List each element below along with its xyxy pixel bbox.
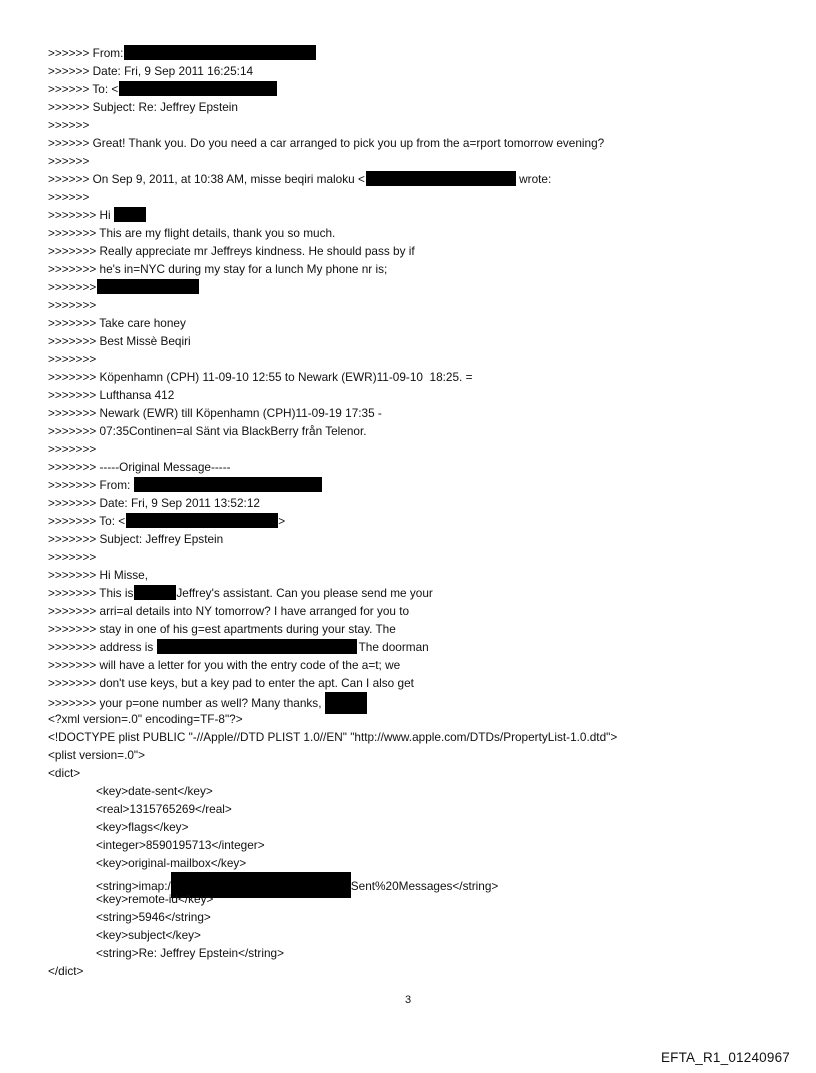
text-line	[48, 818, 788, 836]
text-line	[48, 620, 788, 638]
text-line	[48, 512, 788, 530]
line-text: >>>>>>> Date: Fri, 9 Sep 2011 13:52:12	[48, 496, 260, 510]
line-text: <plist version=.0">	[48, 748, 145, 762]
redaction-box	[119, 81, 277, 96]
text-line	[48, 44, 788, 62]
text-line	[48, 602, 788, 620]
text-line	[48, 548, 788, 566]
text-line	[48, 422, 788, 440]
line-text: <string>imap:/	[96, 879, 171, 893]
text-line	[48, 206, 788, 224]
line-text: Jeffrey's assistant. Can you please send me your	[176, 586, 433, 600]
text-line	[48, 836, 788, 854]
text-line	[48, 98, 788, 116]
text-line	[48, 62, 788, 80]
line-text: wrote:	[519, 172, 552, 186]
line-text: >>>>>>> Köpenhamn (CPH) 11-09-10 12:55 to Newark (EWR)11-09-10 18:25. =	[48, 370, 473, 384]
page-number: 3	[404, 994, 412, 1006]
line-text: >>>>>>> address is	[48, 640, 154, 654]
text-line	[48, 746, 788, 764]
text-line	[48, 872, 788, 893]
line-text: >>>>>>>	[48, 280, 97, 294]
text-line	[48, 134, 788, 152]
text-line	[48, 440, 788, 458]
line-text: >>>>>> To: <	[48, 82, 119, 96]
line-text: <real>1315765269</real>	[96, 802, 232, 816]
text-line	[48, 350, 788, 368]
text-line	[48, 692, 788, 710]
line-text: >>>>>> Great! Thank you. Do you need a car arranged to pick you up from the a=rport tomorrow evening?	[48, 136, 605, 150]
text-line	[48, 278, 788, 296]
text-line	[48, 584, 788, 602]
line-text: >>>>>>> 07:35Continen=al Sänt via BlackBerry från Telenor.	[48, 424, 367, 438]
line-text: <!DOCTYPE plist PUBLIC "-//Apple//DTD PLIST 1.0//EN" "http://www.apple.com/DTDs/PropertyList-1.0.dtd">	[48, 730, 618, 744]
text-line	[48, 782, 788, 800]
redaction-box	[134, 585, 176, 600]
text-line	[48, 476, 788, 494]
text-line	[48, 170, 788, 188]
line-text: >>>>>>> Hi Misse,	[48, 568, 149, 582]
line-text: </dict>	[48, 964, 84, 978]
text-line	[48, 80, 788, 98]
text-line	[48, 854, 788, 872]
line-text: >>>>>>> From:	[48, 478, 131, 492]
text-line	[48, 368, 788, 386]
text-line	[48, 710, 788, 728]
text-line	[48, 656, 788, 674]
line-text: >>>>>>> Really appreciate mr Jeffreys kindness. He should pass by if	[48, 244, 415, 258]
redaction-box	[124, 45, 316, 60]
line-text: The doorman	[358, 640, 429, 654]
line-text: >>>>>>> This is	[48, 586, 134, 600]
line-text: Sent%20Messages</string>	[350, 879, 499, 893]
document-id: EFTA_R1_01240967	[660, 1050, 790, 1065]
text-line	[48, 188, 788, 206]
text-line	[48, 332, 788, 350]
line-text: >>>>>> From:	[48, 46, 124, 60]
line-text: >>>>>> On Sep 9, 2011, at 10:38 AM, misse beqiri maloku <	[48, 172, 365, 186]
text-line	[48, 728, 788, 746]
line-text: <string>5946</string>	[96, 910, 211, 924]
line-text: >>>>>>	[48, 118, 90, 132]
text-line	[48, 224, 788, 242]
text-line	[48, 926, 788, 944]
text-line	[48, 260, 788, 278]
line-text: >>>>>>> Lufthansa 412	[48, 388, 175, 402]
line-text: <dict>	[48, 766, 81, 780]
line-text: <key>original-mailbox</key>	[96, 856, 247, 870]
line-text: >>>>>>> This are my flight details, thank you so much.	[48, 226, 336, 240]
redaction-box	[134, 477, 322, 492]
text-line	[48, 314, 788, 332]
redaction-box	[366, 171, 516, 186]
line-text: >>>>>>>	[48, 442, 97, 456]
text-line	[48, 944, 788, 962]
line-text: >>>>>>> Best Missè Beqiri	[48, 334, 191, 348]
line-text: >>>>>> Date: Fri, 9 Sep 2011 16:25:14	[48, 64, 254, 78]
text-line	[48, 458, 788, 476]
text-line	[48, 566, 788, 584]
line-text: >>>>>>> don't use keys, but a key pad to enter the apt. Can I also get	[48, 676, 414, 690]
text-line	[48, 638, 788, 656]
line-text: >>>>>>> will have a letter for you with the entry code of the a=t; we	[48, 658, 401, 672]
redaction-box	[126, 513, 278, 528]
line-text: >>>>>>> your p=one number as well? Many thanks,	[48, 696, 322, 710]
text-line	[48, 962, 788, 980]
text-line	[48, 296, 788, 314]
text-line	[48, 152, 788, 170]
line-text: >>>>>>>	[48, 298, 97, 312]
text-line	[48, 890, 788, 908]
line-text: >>>>>>> arri=al details into NY tomorrow? I have arranged for you to	[48, 604, 410, 618]
line-text: <key>subject</key>	[96, 928, 201, 942]
redaction-box	[97, 279, 199, 294]
text-line	[48, 800, 788, 818]
line-text: <key>remote-id</key>	[96, 892, 214, 906]
text-line	[48, 242, 788, 260]
text-line	[48, 530, 788, 548]
line-text: >>>>>>> Newark (EWR) till Köpenhamn (CPH)11-09-19 17:35 -	[48, 406, 382, 420]
line-text: >>>>>>>	[48, 352, 97, 366]
text-line	[48, 386, 788, 404]
line-text: >>>>>>	[48, 154, 90, 168]
line-text: <string>Re: Jeffrey Epstein</string>	[96, 946, 284, 960]
text-line	[48, 404, 788, 422]
line-text: >>>>>>>	[48, 550, 97, 564]
text-line	[48, 908, 788, 926]
line-text: >	[278, 514, 286, 528]
text-line	[48, 494, 788, 512]
text-line	[48, 674, 788, 692]
line-text: >>>>>>	[48, 190, 90, 204]
line-text: >>>>>> Subject: Re: Jeffrey Epstein	[48, 100, 238, 114]
line-text: >>>>>>> Subject: Jeffrey Epstein	[48, 532, 224, 546]
line-text: >>>>>>> Take care honey	[48, 316, 186, 330]
redaction-box	[114, 207, 146, 222]
line-text: <integer>8590195713</integer>	[96, 838, 265, 852]
email-document	[48, 44, 788, 980]
redaction-box	[157, 639, 357, 654]
text-line	[48, 764, 788, 782]
line-text: <key>flags</key>	[96, 820, 189, 834]
line-text: >>>>>>> To: <	[48, 514, 126, 528]
line-text: <?xml version=.0" encoding=TF-8"?>	[48, 712, 243, 726]
line-text: <key>date-sent</key>	[96, 784, 213, 798]
line-text: >>>>>>> he's in=NYC during my stay for a lunch My phone nr is;	[48, 262, 388, 276]
line-text: >>>>>>> stay in one of his g=est apartments during your stay. The	[48, 622, 396, 636]
line-text: >>>>>>> -----Original Message-----	[48, 460, 231, 474]
text-line	[48, 116, 788, 134]
line-text: >>>>>>> Hi	[48, 208, 111, 222]
